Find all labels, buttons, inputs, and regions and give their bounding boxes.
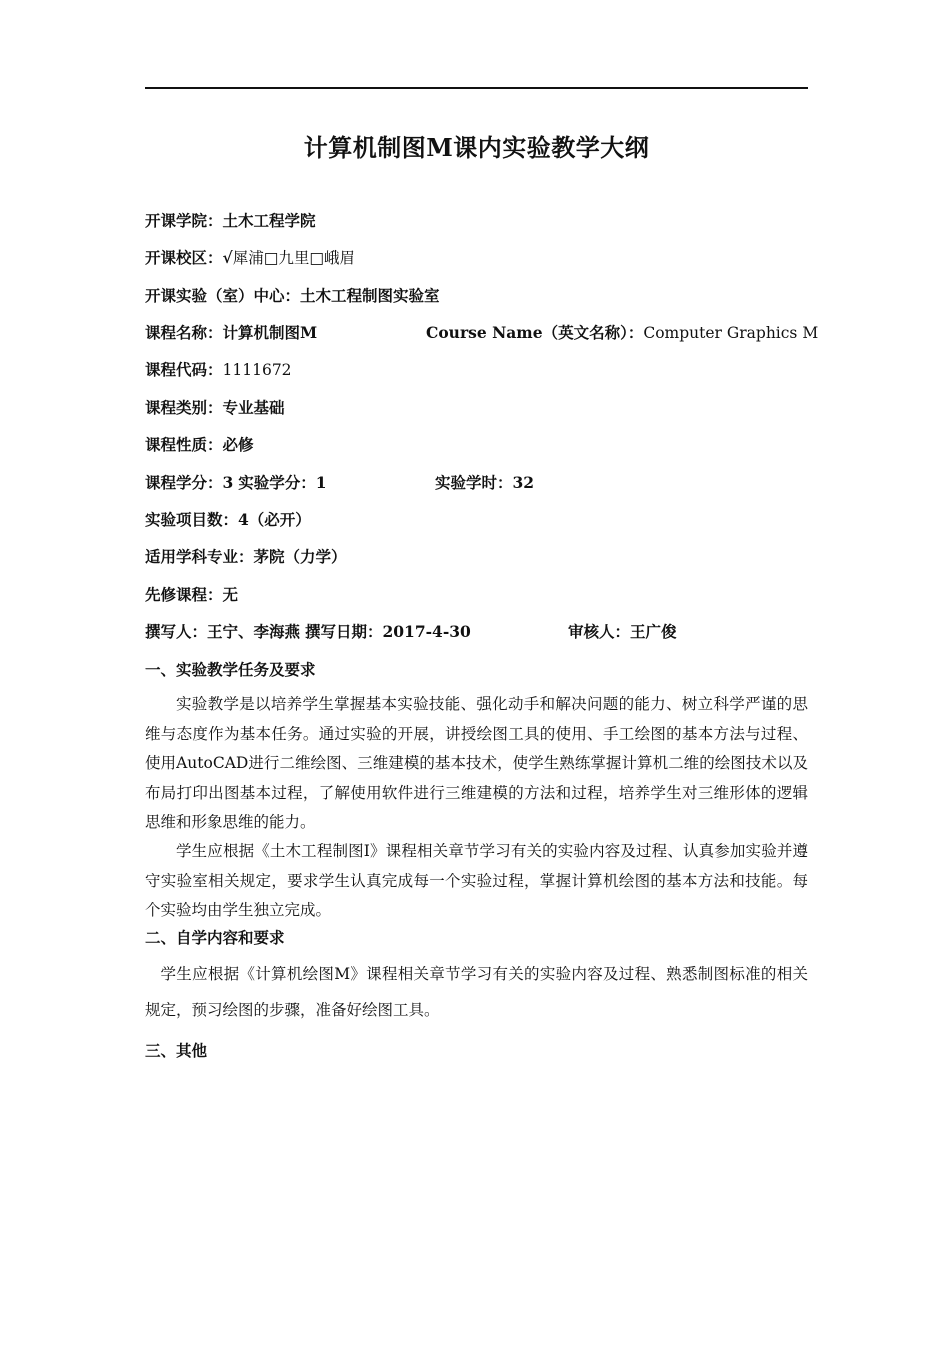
section-3-heading: 三、其他 [145, 1041, 208, 1060]
course-name-en-value: Computer Graphics M [643, 324, 819, 342]
category-row [145, 398, 285, 418]
reviewer [568, 622, 677, 642]
projects-row [145, 510, 311, 530]
projects-label: 实验项目数： [145, 510, 239, 529]
course-name-value: 计算机制图M [222, 323, 318, 342]
major-value: 茅院（力学） [253, 547, 347, 566]
nature-label: 课程性质： [145, 435, 223, 454]
code-label: 课程代码： [145, 360, 223, 379]
lab-credits-label: 实验学分： [238, 473, 316, 492]
lab-hours [435, 473, 534, 493]
section-2-heading: 二、自学内容和要求 [145, 928, 285, 947]
section-2-paragraph: 学生应根据《计算机绘图M》课程相关章节学习有关的实验内容及过程、熟悉制图标准的相关规定，预习绘图的步骤，准备好绘图工具。 [145, 965, 808, 1019]
center-value: 土木工程制图实验室 [300, 286, 440, 305]
center-label: 开课实验（室）中心： [145, 286, 301, 305]
category-value: 专业基础 [222, 398, 285, 417]
course-name-row [145, 323, 317, 343]
author-label: 撰写人： [145, 622, 208, 641]
code-row [145, 360, 292, 380]
reviewer-value: 王广俊 [630, 622, 677, 641]
college-value: 土木工程学院 [222, 211, 316, 230]
college-label: 开课学院： [145, 211, 223, 230]
category-label: 课程类别： [145, 398, 223, 417]
major-label: 适用学科专业： [145, 547, 254, 566]
lab-credits-value: 1 [315, 473, 327, 492]
reviewer-label: 审核人： [568, 622, 631, 641]
college-row [145, 211, 316, 231]
credits-label: 课程学分： [145, 473, 223, 492]
campus-row [145, 248, 355, 268]
code-value: 1111672 [222, 361, 292, 379]
projects-value: 4（必开） [238, 510, 311, 529]
lab-hours-value: 32 [512, 473, 535, 492]
section-1-paragraph-2: 学生应根据《土木工程制图I》课程相关章节学习有关的实验内容及过程、认真参加实验并遵守实验室相关规定，要求学生认真完成每一个实验过程，掌握计算机绘图的基本方法和技能。每个实验均由学生独立完成。 [145, 842, 808, 919]
author-row [145, 622, 471, 642]
author-value: 王宁、李海燕 [207, 622, 301, 641]
header-rule [145, 87, 808, 89]
major-row [145, 547, 347, 567]
course-name-label: 课程名称： [145, 323, 223, 342]
prereq-label: 先修课程： [145, 585, 223, 604]
credits-row [145, 473, 327, 493]
date-label: 撰写日期： [304, 622, 383, 641]
credits-value: 3 [222, 473, 234, 492]
nature-value: 必修 [222, 435, 254, 454]
document-title: 计算机制图M课内实验教学大纲 [303, 133, 650, 162]
center-row [145, 286, 440, 306]
section-1-paragraph-1: 实验教学是以培养学生掌握基本实验技能、强化动手和解决问题的能力、树立科学严谨的思维与态度作为基本任务。通过实验的开展，讲授绘图工具的使用、手工绘图的基本方法与过程、使用AutoCAD进行二维绘图、三维建模的基本技术，使学生熟练掌握计算机二维的绘图技术以及布局打印出图基本过程，了解使用软件进行三维建模的方法和过程，培养学生对三维形体的逻辑思维和形象思维的能力。 [145, 695, 808, 831]
nature-row [145, 435, 254, 455]
lab-hours-label: 实验学时： [435, 473, 513, 492]
campus-label: 开课校区： [145, 248, 223, 267]
campus-value: 犀浦□九里□峨眉 [232, 249, 355, 267]
section-1-heading: 一、实验教学任务及要求 [145, 660, 316, 679]
prereq-row [145, 585, 238, 605]
prereq-value: 无 [222, 585, 239, 604]
course-name-en [426, 323, 818, 343]
course-name-en-label: Course Name（英文名称）： [426, 323, 644, 342]
date-value: 2017-4-30 [382, 622, 471, 641]
campus-check-mark: √ [222, 248, 233, 267]
